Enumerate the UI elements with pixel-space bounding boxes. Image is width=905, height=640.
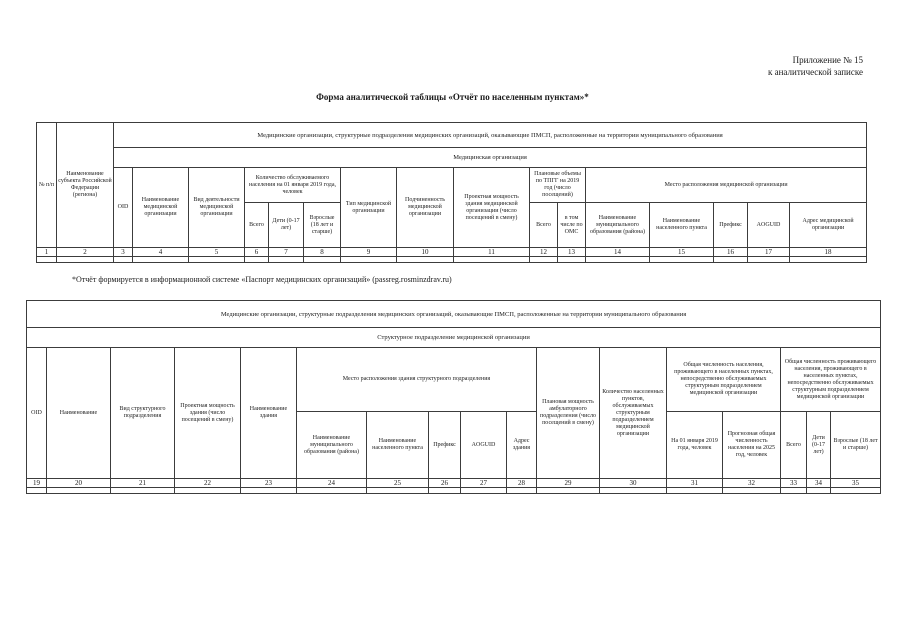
header-served-total: Всего xyxy=(245,203,269,248)
report-table-2 xyxy=(26,300,881,494)
header-population-served: Общая численность проживающего населения, проживающего в населенных пунктах, непосредственно обслуживаемых структурным подразделением медицинской организации xyxy=(781,348,881,412)
column-number: 5 xyxy=(189,248,245,257)
header-medical-organization: Медицинская организация xyxy=(114,148,867,168)
header-settlement: Наименование населенного пункта xyxy=(367,412,429,479)
header-planned-volumes: Плановые объемы по ТПГГ на 2019 год (число посещений) xyxy=(530,168,586,203)
column-number: 35 xyxy=(831,479,881,488)
column-number: 28 xyxy=(507,479,537,488)
report-table-1 xyxy=(36,122,867,263)
header-org-type: Тип медицинской организации xyxy=(341,168,397,248)
column-number: 27 xyxy=(461,479,507,488)
column-number: 23 xyxy=(241,479,297,488)
column-number: 3 xyxy=(114,248,133,257)
appendix-reference: к аналитической записке xyxy=(768,67,863,77)
column-number: 25 xyxy=(367,479,429,488)
header-prefix: Префикс xyxy=(714,203,748,248)
column-number: 34 xyxy=(807,479,831,488)
header-planned-capacity: Плановая мощность амбулаторного подразделения (число посещений в смену) xyxy=(537,348,600,479)
column-number: 7 xyxy=(269,248,304,257)
header-served-population: Количество обслуживаемого населения на 01 января 2019 года, человек xyxy=(245,168,341,203)
column-number: 4 xyxy=(133,248,189,257)
header-location: Место расположения медицинской организации xyxy=(586,168,867,203)
header-settlement-count: Количество населенных пунктов, обслуживаемых структурным подразделением медицинской организации xyxy=(600,348,667,479)
column-number: 18 xyxy=(790,248,867,257)
header-volume-total: Всего xyxy=(530,203,558,248)
header-municipality: Наименование муниципального образования (района) xyxy=(586,203,650,248)
header-oid: OID xyxy=(114,168,133,248)
header-address: Адрес здания xyxy=(507,412,537,479)
column-number: 13 xyxy=(558,248,586,257)
header-mo-group: Медицинские организации, структурные подразделения медицинских организаций, оказывающие ПМСП, расположенные на территории муниципального образования xyxy=(27,301,881,328)
appendix-note xyxy=(768,54,863,78)
column-number: 31 xyxy=(667,479,723,488)
header-served-children: Дети (0-17 лет) xyxy=(807,412,831,479)
header-municipality: Наименование муниципального образования (района) xyxy=(297,412,367,479)
header-building-location: Место расположения здания структурного подразделения xyxy=(297,348,537,412)
header-prefix: Префикс xyxy=(429,412,461,479)
column-number: 30 xyxy=(600,479,667,488)
column-number: 14 xyxy=(586,248,650,257)
column-number: 16 xyxy=(714,248,748,257)
column-number: 12 xyxy=(530,248,558,257)
header-served-children: Дети (0-17 лет) xyxy=(269,203,304,248)
column-number: 9 xyxy=(341,248,397,257)
column-number: 20 xyxy=(47,479,111,488)
header-oid: OID xyxy=(27,348,47,479)
header-activity: Вид деятельности медицинской организации xyxy=(189,168,245,248)
header-population-jan: На 01 января 2019 года, человек xyxy=(667,412,723,479)
column-number: 32 xyxy=(723,479,781,488)
column-number: 24 xyxy=(297,479,367,488)
column-number-row xyxy=(37,248,867,257)
header-served-adults: Взрослые (18 лет и старше) xyxy=(304,203,341,248)
header-served-adults: Взрослые (18 лет и старше) xyxy=(831,412,881,479)
header-unit-type: Вид структурного подразделения xyxy=(111,348,175,479)
header-aoguid: AOGUID xyxy=(748,203,790,248)
header-aoguid: AOGUID xyxy=(461,412,507,479)
column-number: 2 xyxy=(57,248,114,257)
header-subject: Наименование субъекта Российской Федерации (региона) xyxy=(57,123,114,248)
header-settlement: Наименование населенного пункта xyxy=(650,203,714,248)
header-building-capacity: Проектная мощность здания (число посещений в смену) xyxy=(175,348,241,479)
header-org-name: Наименование медицинской организации xyxy=(133,168,189,248)
header-building-name: Наименование здания xyxy=(241,348,297,479)
header-subordination: Подчиненность медицинской организации xyxy=(397,168,454,248)
header-served-total: Всего xyxy=(781,412,807,479)
column-number: 11 xyxy=(454,248,530,257)
header-population-forecast: Прогнозная общая численность населения на 2025 год, человек xyxy=(723,412,781,479)
column-number: 8 xyxy=(304,248,341,257)
column-number: 21 xyxy=(111,479,175,488)
header-mo-group: Медицинские организации, структурные подразделения медицинских организаций, оказывающие ПМСП, расположенные на территории муниципального образования xyxy=(114,123,867,148)
column-number: 19 xyxy=(27,479,47,488)
page-title: Форма аналитической таблицы «Отчёт по населенным пунктам»* xyxy=(316,92,589,102)
column-number-row xyxy=(27,479,881,488)
column-number: 22 xyxy=(175,479,241,488)
column-number: 26 xyxy=(429,479,461,488)
column-number: 15 xyxy=(650,248,714,257)
header-population-attached: Общая численность населения, проживающего в населенных пунктах, непосредственно обслуживаемых структурным подразделением медицинской организации xyxy=(667,348,781,412)
header-row-number: № п/п xyxy=(37,123,57,248)
header-volume-oms: в том числе по ОМС xyxy=(558,203,586,248)
column-number: 29 xyxy=(537,479,600,488)
header-capacity: Проектная мощность здания медицинской организации (число посещений в смену) xyxy=(454,168,530,248)
column-number: 1 xyxy=(37,248,57,257)
empty-data-row xyxy=(27,488,881,494)
header-unit-name: Наименование xyxy=(47,348,111,479)
column-number: 33 xyxy=(781,479,807,488)
empty-data-row xyxy=(37,257,867,263)
header-address: Адрес медицинской организации xyxy=(790,203,867,248)
appendix-number: Приложение № 15 xyxy=(792,55,863,65)
column-number: 10 xyxy=(397,248,454,257)
column-number: 17 xyxy=(748,248,790,257)
column-number: 6 xyxy=(245,248,269,257)
header-structural-unit: Структурное подразделение медицинской организации xyxy=(27,328,881,348)
footnote: *Отчёт формируется в информационной системе «Паспорт медицинских организаций» (passreg.rosminzdrav.ru) xyxy=(72,275,452,284)
